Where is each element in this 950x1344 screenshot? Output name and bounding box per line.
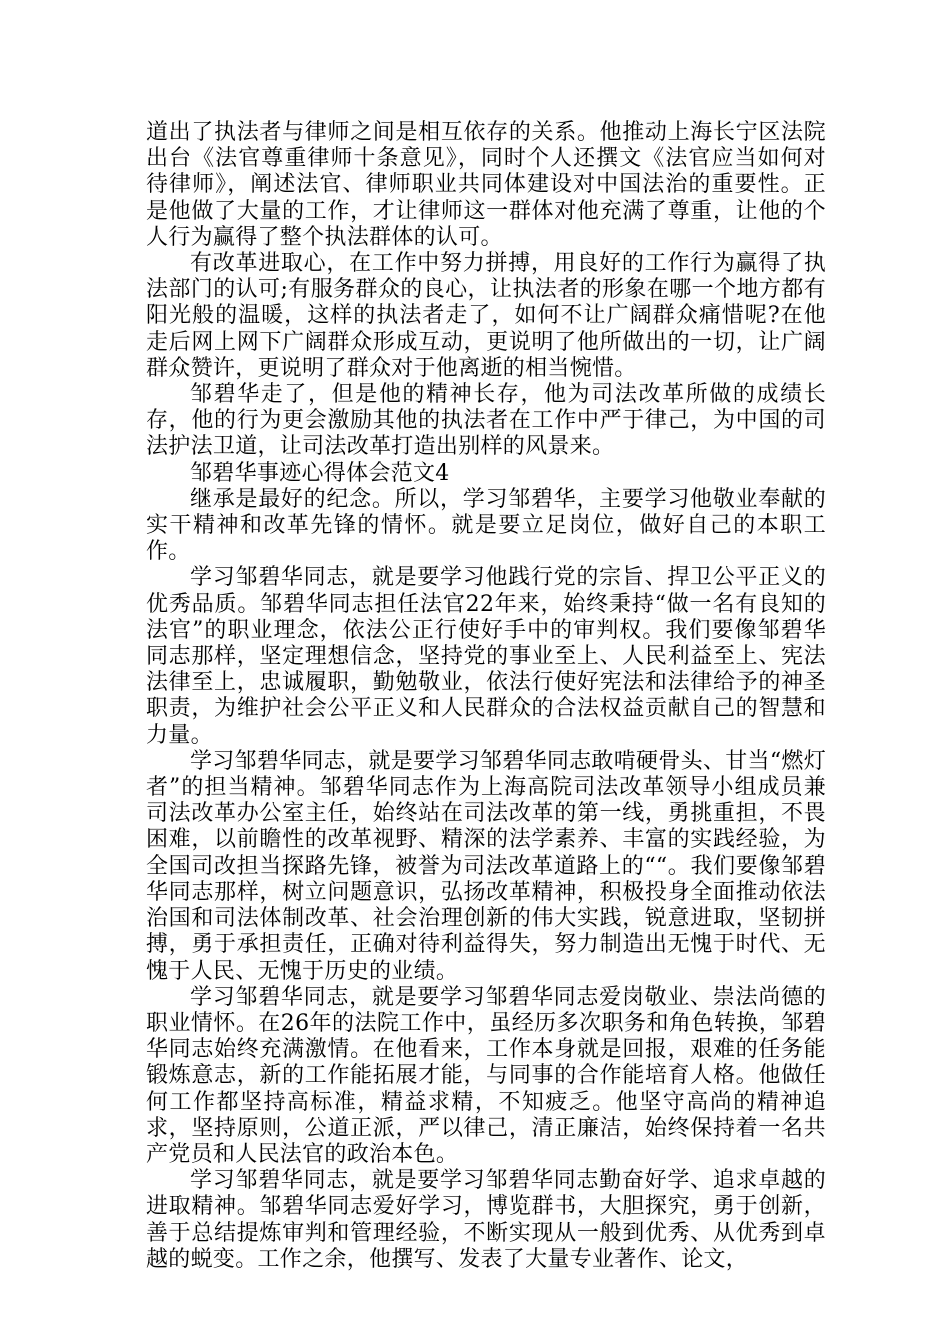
paragraph-continuation: 道出了执法者与律师之间是相互依存的关系。他推动上海长宁区法院出台《法官尊重律师十条意见》，同时个人还撰文《法官应当如何对待律师》，阐述法官、律师职业共同体建设对中国法治的重要性。正是他做了大量的工作，才让律师这一群体对他充满了尊重，让他的个人行为赢得了整个执法群体的认可。 [146,120,826,250]
section-title: 邹碧华事迹心得体会范文4 [190,460,450,486]
paragraph: 邹碧华走了，但是他的精神长存，他为司法改革所做的成绩长存，他的行为更会激励其他的执法者在工作中严于律己，为中国的司法护法卫道，让司法改革打造出别样的风景来。 [146,382,826,460]
paragraph: 继承是最好的纪念。所以，学习邹碧华，主要学习他敬业奉献的实干精神和改革先锋的情怀。就是要立足岗位，做好自己的本职工作。 [146,486,826,565]
paragraph: 学习邹碧华同志，就是要学习他践行党的宗旨、捍卫公平正义的优秀品质。邹碧华同志担任法官22年来，始终秉持“做一名有良知的法官”的职业理念，依法公正行使好手中的审判权。我们要像邹碧华同志那样，坚定理想信念，坚持党的事业至上、人民利益至上、宪法法律至上，忠诚履职，勤勉敬业，依法行使好宪法和法律给予的神圣职责，为维护社会公平正义和人民群众的合法权益贡献自己的智慧和力量。 [146,565,826,748]
paragraph: 有改革进取心，在工作中努力拼搏，用良好的工作行为赢得了执法部门的认可;有服务群众的良心，让执法者的形象在哪一个地方都有阳光般的温暖，这样的执法者走了，如何不让广阔群众痛惜呢?在他走后网上网下广阔群众形成互动，更说明了他所做出的一切，让广阔群众赞许，更说明了群众对于他离逝的相当惋惜。 [146,251,826,381]
paragraph: 学习邹碧华同志，就是要学习邹碧华同志敢啃硬骨头、甘当“燃灯者”的担当精神。邹碧华同志作为上海高院司法改革领导小组成员兼司法改革办公室主任，始终站在司法改革的第一线，勇挑重担，不畏困难，以前瞻性的改革视野、精深的法学素养、丰富的实践经验，为全国司改担当探路先锋，被誉为司法改革道路上的““。我们要像邹碧华同志那样，树立问题意识，弘扬改革精神，积极投身全面推动依法治国和司法体制改革、社会治理创新的伟大实践，锐意进取，坚韧拼搏，勇于承担责任，正确对待利益得失，努力制造出无愧于时代、无愧于人民、无愧于历史的业绩。 [146,748,826,984]
paragraph: 学习邹碧华同志，就是要学习邹碧华同志爱岗敬业、崇法尚德的职业情怀。在26年的法院工作中，虽经历多次职务和角色转换，邹碧华同志始终充满激情。在他看来，工作本身就是回报，艰难的任务能锻炼意志，新的工作能拓展才能，与同事的合作能培育人格。他做任何工作都坚持高标准，精益求精，不知疲乏。他坚守高尚的精神追求，坚持原则，公道正派，严以律己，清正廉洁，始终保持着一名共产党员和人民法官的政治本色。 [146,984,826,1167]
document-page [146,120,826,1273]
paragraph: 学习邹碧华同志，就是要学习邹碧华同志勤奋好学、追求卓越的进取精神。邹碧华同志爱好学习，博览群书，大胆探究，勇于创新，善于总结提炼审判和管理经验，不断实现从一般到优秀、从优秀到卓越的蜕变。工作之余，他撰写、发表了大量专业著作、论文， [146,1168,826,1272]
